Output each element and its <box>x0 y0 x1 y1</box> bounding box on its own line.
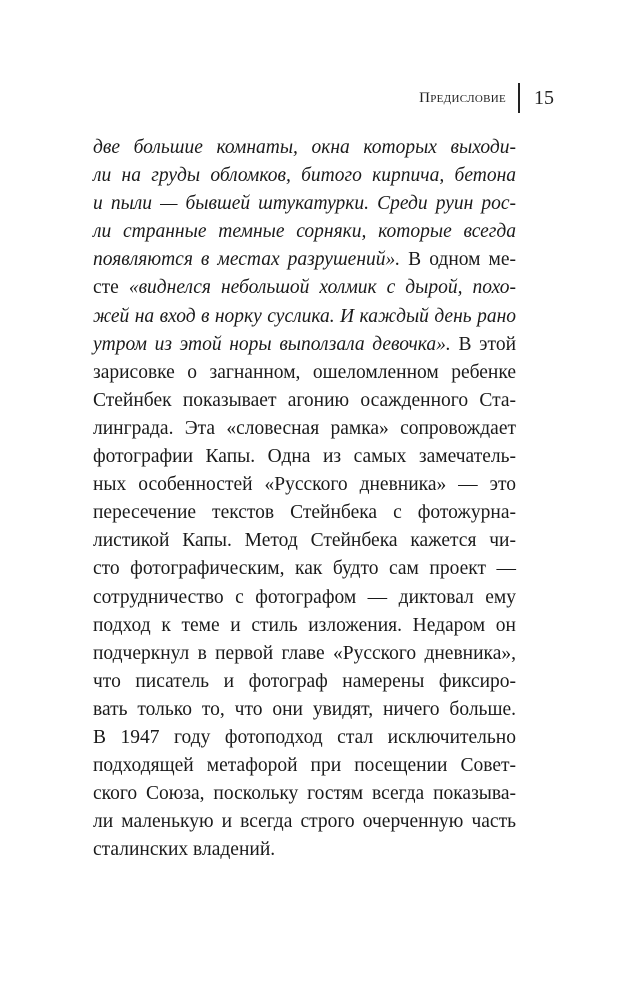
text-line <box>93 752 516 780</box>
text-line <box>93 471 516 499</box>
text-line <box>93 387 516 415</box>
text-segment: вать только то, что они увидят, ничего больше. <box>93 698 516 720</box>
text-segment: ского Союза, поскольку гостям всегда показыва- <box>93 783 516 805</box>
quote-segment: и пыли — бывшей штукатурки. Среди руин рос- <box>93 193 516 215</box>
text-segment: сто фотографическим, как будто сам проект — <box>93 558 516 580</box>
text-line <box>93 499 516 527</box>
quote-segment: ли на груды обломков, битого кирпича, бетона <box>93 165 516 187</box>
text-line <box>93 134 516 162</box>
text-segment: ли маленькую и всегда строго очерченную часть <box>93 811 516 833</box>
text-segment: сталинских владений. <box>93 839 276 861</box>
text-segment: листикой Капы. Метод Стейнбека кажется чи- <box>93 530 516 552</box>
text-segment: подчеркнул в первой главе «Русского дневника», <box>93 642 516 664</box>
quote-segment: две большие комнаты, окна которых выходи- <box>93 137 516 158</box>
text-line <box>93 584 516 612</box>
text-line <box>93 808 516 836</box>
text-line <box>93 724 516 752</box>
text-line <box>93 668 516 696</box>
quote-segment: «виднелся небольшой холмик с дырой, похо- <box>128 277 516 299</box>
text-segment: В этой <box>450 333 517 355</box>
running-head <box>419 83 554 113</box>
text-segment: сотрудничество с фотографом — диктовал ему <box>93 586 516 608</box>
page-number: 15 <box>534 86 554 109</box>
text-line <box>93 640 516 668</box>
body-text <box>93 134 516 864</box>
text-segment: В 1947 году фотоподход стал исключительно <box>93 726 516 748</box>
quote-segment: жей на вход в норку суслика. И каждый день рано <box>93 305 516 327</box>
text-line <box>93 612 516 640</box>
text-line <box>93 218 516 246</box>
text-segment: фотографии Капы. Одна из самых замечатель- <box>93 446 516 468</box>
text-segment: ных особенностей «Русского дневника» — это <box>93 474 516 496</box>
text-segment: пересечение текстов Стейнбека с фотожурна- <box>93 502 516 524</box>
text-line <box>93 331 516 359</box>
quote-segment: ли странные темные сорняки, которые всегда <box>93 221 516 243</box>
text-segment: что писатель и фотограф намерены фиксиро- <box>93 670 516 692</box>
text-line <box>93 415 516 443</box>
text-line <box>93 303 516 331</box>
text-segment: зарисовке о загнанном, ошеломленном ребенке <box>93 361 516 383</box>
text-segment: линграда. Эта «словесная рамка» сопровождает <box>93 417 516 439</box>
text-segment: подход к теме и стиль изложения. Недаром он <box>93 614 516 636</box>
text-line <box>93 274 516 302</box>
text-line <box>93 359 516 387</box>
text-line <box>93 555 516 583</box>
section-title: Предисловие <box>419 89 506 106</box>
text-segment: Стейнбек показывает агонию осажденного Ста- <box>93 389 516 411</box>
quote-segment: утром из этой норы выползала девочка». <box>93 333 451 355</box>
text-segment: подходящей метафорой при посещении Совет- <box>93 755 516 777</box>
text-line <box>93 696 516 724</box>
text-line <box>93 527 516 555</box>
text-line <box>93 836 516 864</box>
text-line <box>93 190 516 218</box>
text-line <box>93 246 516 274</box>
text-line <box>93 780 516 808</box>
quote-segment: появляются в местах разрушений». <box>93 249 401 271</box>
text-segment: В одном ме- <box>400 249 516 271</box>
text-line <box>93 443 516 471</box>
text-segment: сте <box>93 277 129 299</box>
text-line <box>93 162 516 190</box>
